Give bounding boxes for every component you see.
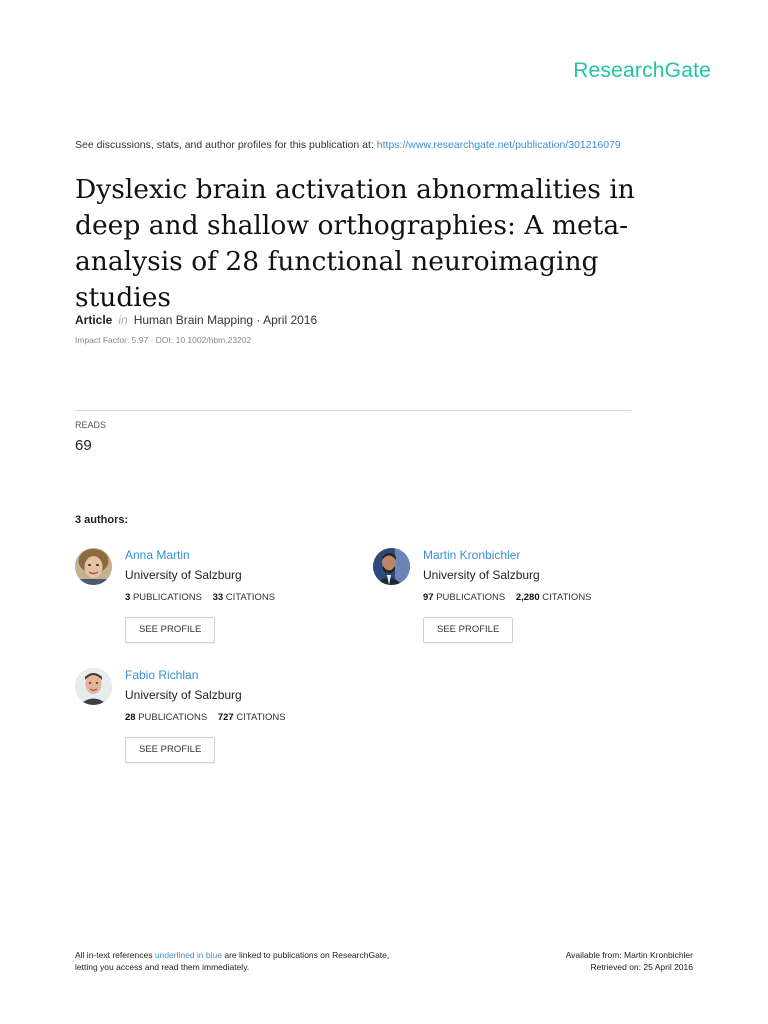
citations-count: 33 <box>212 592 224 603</box>
user-photo-icon[interactable] <box>373 548 410 585</box>
citations-label: CITATIONS <box>236 712 286 723</box>
discussion-line <box>75 139 621 151</box>
publications-count: 28 <box>125 712 136 723</box>
author-institution: University of Salzburg <box>125 568 242 582</box>
see-profile-button[interactable]: SEE PROFILE <box>125 737 215 763</box>
footer-note <box>75 949 389 973</box>
footer-line-1 <box>75 949 389 961</box>
citations-count: 727 <box>217 712 234 723</box>
footer-suffix: are linked to publications on ResearchGate, <box>224 950 390 960</box>
author-stats <box>125 592 275 603</box>
publications-label: PUBLICATIONS <box>132 592 202 603</box>
publication-meta <box>75 313 317 327</box>
brand-logo[interactable]: ResearchGate <box>573 59 711 82</box>
user-photo-icon[interactable] <box>75 548 112 585</box>
footer-prefix: All in-text references <box>75 950 153 960</box>
publication-link[interactable]: https://www.researchgate.net/publication/301216079 <box>376 139 621 151</box>
publications-label: PUBLICATIONS <box>436 592 506 603</box>
publication-type: Article <box>75 313 113 327</box>
publications-label: PUBLICATIONS <box>138 712 208 723</box>
author-card <box>373 548 663 658</box>
retrieved-on: Retrieved on: 25 April 2016 <box>590 962 693 972</box>
author-stats <box>125 712 286 723</box>
user-photo-icon[interactable] <box>75 668 112 705</box>
author-card <box>75 668 365 778</box>
publications-count: 97 <box>423 592 434 603</box>
publications-count: 3 <box>125 592 131 603</box>
reads-label: READS <box>75 420 107 430</box>
author-institution: University of Salzburg <box>423 568 540 582</box>
citations-label: CITATIONS <box>542 592 592 603</box>
available-from: Available from: Martin Kronbichler <box>565 950 693 960</box>
authors-heading: 3 authors: <box>75 514 129 526</box>
author-name[interactable]: Anna Martin <box>125 548 190 562</box>
footer-availability <box>566 949 693 973</box>
discussion-prefix: See discussions, stats, and author profiles for this publication at: <box>75 139 374 151</box>
impact-factor: Impact Factor: 5.97 · DOI: 10.1002/hbm.23202 <box>75 335 252 345</box>
footer-underlined-link: underlined in blue <box>154 950 222 960</box>
publication-title: Dyslexic brain activation abnormalities in deep and shallow orthographies: A meta-analysis of 28 functional neuroimaging studies <box>75 174 635 313</box>
author-card <box>75 548 365 658</box>
see-profile-button[interactable]: SEE PROFILE <box>125 617 215 643</box>
author-institution: University of Salzburg <box>125 688 242 702</box>
author-name[interactable]: Fabio Richlan <box>125 668 199 682</box>
citations-count: 2,280 <box>515 592 540 603</box>
author-stats <box>423 592 592 603</box>
see-profile-button[interactable]: SEE PROFILE <box>423 617 513 643</box>
in-label: in <box>118 313 128 327</box>
author-name[interactable]: Martin Kronbichler <box>423 548 521 562</box>
journal-info[interactable]: Human Brain Mapping · April 2016 <box>133 313 318 327</box>
footer-line-2: letting you access and read them immediately. <box>75 962 250 972</box>
citations-label: CITATIONS <box>225 592 276 603</box>
reads-count: 69 <box>75 437 92 454</box>
divider <box>75 410 631 411</box>
